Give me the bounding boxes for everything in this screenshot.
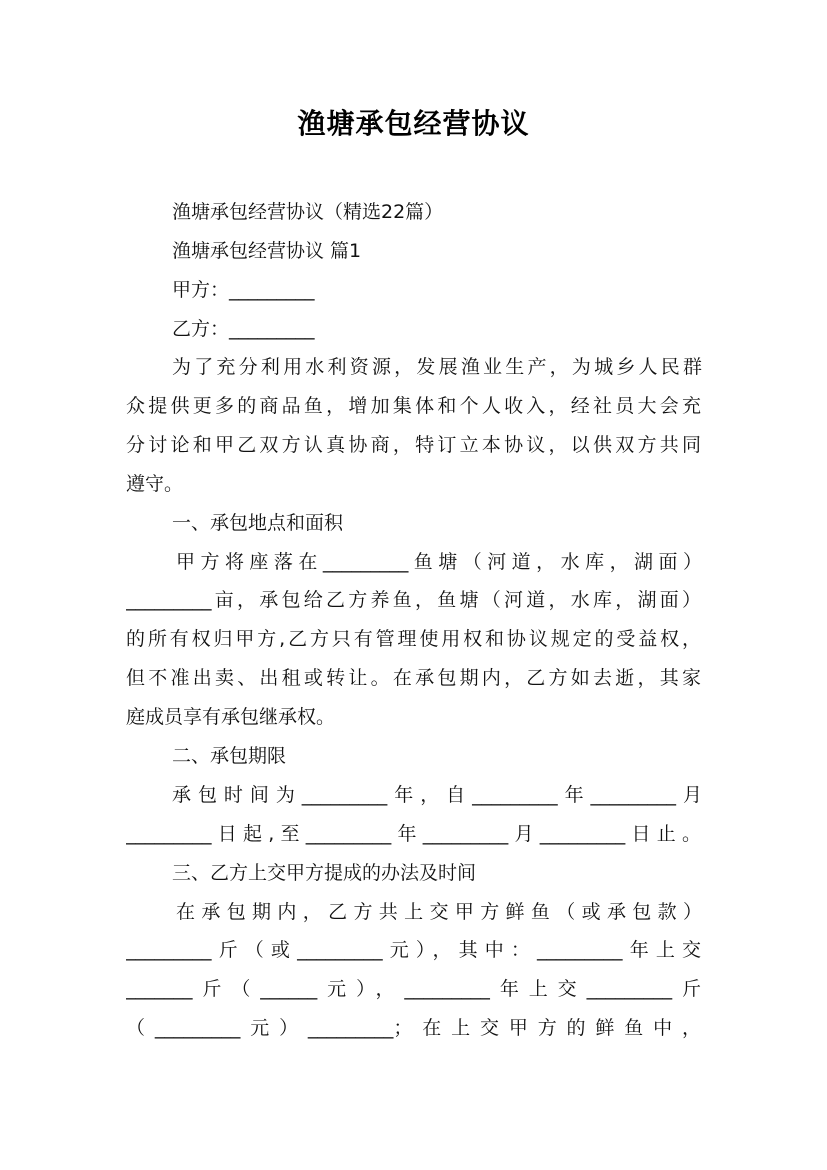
paragraph-line: 庭成员享有承包继承权。: [126, 706, 336, 728]
clause-heading: 三、乙方上交甲方提成的办法及时间: [172, 862, 477, 884]
paragraph-line: 承包时间为_________年，自_________年_________月: [172, 784, 702, 806]
paragraph-line: 在承包期内，乙方共上交甲方鲜鱼（或承包款）: [176, 901, 702, 923]
paragraph-line: 遵守。: [126, 473, 184, 495]
paragraph-line: 为了充分利用水利资源，发展渔业生产，为城乡人民群: [172, 356, 702, 378]
paragraph-line: 的所有权归甲方,乙方只有管理使用权和协议规定的受益权，: [126, 628, 701, 650]
document-title: 渔塘承包经营协议: [297, 107, 530, 140]
paragraph-line: （_________元）_________；在上交甲方的鲜鱼中，: [126, 1017, 701, 1039]
clause-heading: 一、承包地点和面积: [172, 512, 344, 534]
paragraph-line: 但不准出卖、出租或转让。在承包期内，乙方如去逝，其家: [126, 667, 701, 689]
party-a-line: 甲方：_________: [172, 279, 315, 301]
subtitle-line: 渔塘承包经营协议（精选22篇）: [172, 201, 444, 223]
paragraph-line: _________亩，承包给乙方养鱼，鱼塘（河道，水库，湖面）: [126, 589, 701, 611]
paragraph-line: _________日起,至_________年_________月_________日止。: [126, 823, 701, 845]
section-heading: 渔塘承包经营协议 篇1: [172, 240, 362, 262]
paragraph-line: _______斤（______元），_________年上交_________斤: [126, 978, 701, 1000]
clause-heading: 二、承包期限: [172, 745, 287, 767]
paragraph-line: 分讨论和甲乙双方认真协商，特订立本协议，以供双方共同: [126, 434, 701, 456]
party-b-line: 乙方：_________: [172, 318, 315, 340]
paragraph-line: 甲方将座落在_________鱼塘（河道，水库，湖面）: [176, 551, 702, 573]
paragraph-line: 众提供更多的商品鱼，增加集体和个人收入，经社员大会充: [126, 395, 701, 417]
paragraph-line: _________斤（或_________元），其中：_________年上交: [126, 939, 701, 961]
